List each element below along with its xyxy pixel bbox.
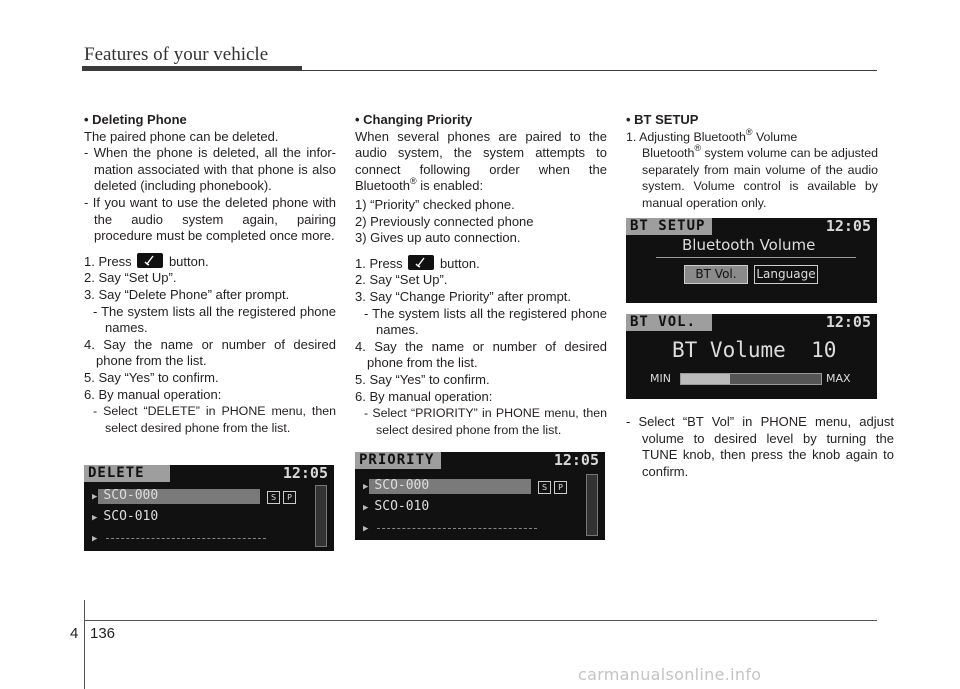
- bt-vol-option: BT Vol.: [684, 265, 748, 284]
- step-5: 5. Say “Yes” to confirm.: [355, 371, 490, 387]
- note: - If you want to use the deleted phone with the audio system again, pairing procedure must be completed once more.: [84, 194, 336, 244]
- list-item-label: SCO-010: [103, 509, 159, 524]
- step-text: 1. Press: [84, 253, 132, 269]
- list-item: ▶ SCO-010: [92, 509, 159, 524]
- list-item: ▶ SCO-000: [92, 488, 159, 503]
- bt-volume-screen: [626, 314, 877, 399]
- section-heading: • Deleting Phone: [84, 112, 187, 127]
- screen-title: DELETE: [88, 465, 145, 481]
- watermark: carmanualsonline.info: [578, 665, 762, 684]
- volume-value: BT Volume 10: [672, 338, 837, 362]
- screen-clock: 12:05: [553, 452, 599, 469]
- volume-min-label: MIN: [650, 372, 671, 385]
- intro-text: [355, 129, 607, 195]
- registered-mark: ®: [745, 126, 753, 137]
- priority-screen: [355, 452, 605, 540]
- step-text: 1. Press: [355, 255, 403, 271]
- column-changing-priority: [355, 112, 607, 438]
- box-s: S: [267, 491, 280, 504]
- list-item-label: SCO-000: [103, 488, 159, 503]
- chapter-number: 4: [70, 625, 79, 642]
- step-2: 2. Say “Set Up”.: [355, 272, 448, 288]
- screen-clock: 12:05: [825, 218, 871, 235]
- step-2: 2. Say “Set Up”.: [84, 270, 177, 286]
- step-1: [355, 255, 607, 273]
- order-item: 3) Gives up auto connection.: [355, 230, 521, 246]
- page-number: 136: [90, 625, 116, 642]
- step-1: [84, 253, 336, 271]
- step-3-sub: - The system lists all the registered phone names.: [93, 303, 336, 336]
- bt-setup-screen: [626, 218, 877, 303]
- item-1-title-a: 1. Adjusting Bluetooth: [626, 129, 746, 144]
- step-3: 3. Say “Delete Phone” after prompt.: [84, 286, 290, 302]
- voice-talk-button-icon: [137, 253, 163, 268]
- screen-title: PRIORITY: [359, 452, 435, 468]
- volume-max-label: MAX: [826, 372, 851, 385]
- step-6: 6. By manual operation:: [355, 388, 493, 404]
- delete-screen: [84, 465, 334, 551]
- setup-heading: Bluetooth Volume: [682, 236, 816, 254]
- intro-text-a: When several phones are paired to the audio system, the system attempts to connect following order when the Bluetooth: [355, 128, 607, 194]
- list-item: ▶: [363, 524, 369, 534]
- box-s: S: [538, 481, 551, 494]
- list-item: ▶: [92, 534, 98, 544]
- header-bar: [82, 66, 302, 71]
- step-4: 4. Say the name or number of desired phone from the list.: [84, 336, 336, 369]
- step-6-sub: - Select “PRIORITY” in PHONE menu, then select desired phone from the list.: [364, 406, 607, 437]
- section-heading: • BT SETUP: [626, 112, 699, 127]
- item-1-desc-a: Bluetooth: [642, 146, 695, 161]
- scrollbar: [586, 474, 598, 536]
- footer-divider: [84, 600, 85, 689]
- footer-rule: [84, 620, 877, 621]
- box-p: P: [283, 491, 296, 504]
- list-item-label: SCO-010: [374, 499, 430, 514]
- voice-talk-button-icon: [408, 255, 434, 270]
- scrollbar: [315, 485, 327, 547]
- page-header-title: Features of your vehicle: [84, 44, 269, 65]
- list-item: ▶ SCO-010: [363, 499, 430, 514]
- item-1-description: [626, 145, 878, 211]
- column-bt-setup: [626, 112, 878, 212]
- list-item-label: SCO-000: [374, 478, 430, 493]
- item-1-desc-b: system volume can be adjusted separately from main volume of the audio system. Volume control is available by manual operation only.: [642, 146, 879, 210]
- registered-mark: ®: [409, 176, 417, 187]
- note: - When the phone is deleted, all the infor-mation associated with that phone is also deleted (including phonebook).: [84, 145, 336, 194]
- step-text: button.: [168, 253, 209, 269]
- box-p: P: [554, 481, 567, 494]
- column-deleting-phone: [84, 112, 336, 436]
- screen-title: BT SETUP: [630, 218, 706, 234]
- step-text: button.: [439, 255, 480, 271]
- step-6-sub: - Select “DELETE” in PHONE menu, then select desired phone from the list.: [93, 404, 336, 435]
- step-5: 5. Say “Yes” to confirm.: [84, 369, 219, 385]
- item-1-title-b: Volume: [752, 129, 798, 144]
- section-heading: • Changing Priority: [355, 112, 473, 127]
- language-option: Language: [754, 265, 818, 284]
- step-4: 4. Say the name or number of desired phone from the list.: [355, 338, 607, 371]
- step-6: 6. By manual operation:: [84, 386, 222, 402]
- intro-text: The paired phone can be deleted.: [84, 128, 279, 144]
- screen-clock: 12:05: [825, 314, 871, 331]
- intro-text-b: is enabled:: [416, 178, 484, 194]
- screen-clock: 12:05: [282, 465, 328, 482]
- registered-mark: ®: [694, 143, 701, 154]
- bt-vol-note: - Select “BT Vol” in PHONE menu, adjust volume to desired level by turning the TUNE knob, then press the knob again to confirm.: [626, 414, 894, 479]
- screen-title: BT VOL.: [630, 314, 697, 330]
- list-item: ▶ SCO-000: [363, 478, 430, 493]
- order-item: 2) Previously connected phone: [355, 213, 534, 229]
- order-item: 1) “Priority” checked phone.: [355, 196, 515, 212]
- volume-bar-fill: [681, 374, 730, 384]
- volume-bar-track: [680, 373, 822, 385]
- step-3-sub: - The system lists all the registered phone names.: [364, 305, 607, 338]
- item-1-title: [626, 126, 878, 146]
- header-rule: [300, 70, 877, 71]
- step-3: 3. Say “Change Priority” after prompt.: [355, 288, 572, 304]
